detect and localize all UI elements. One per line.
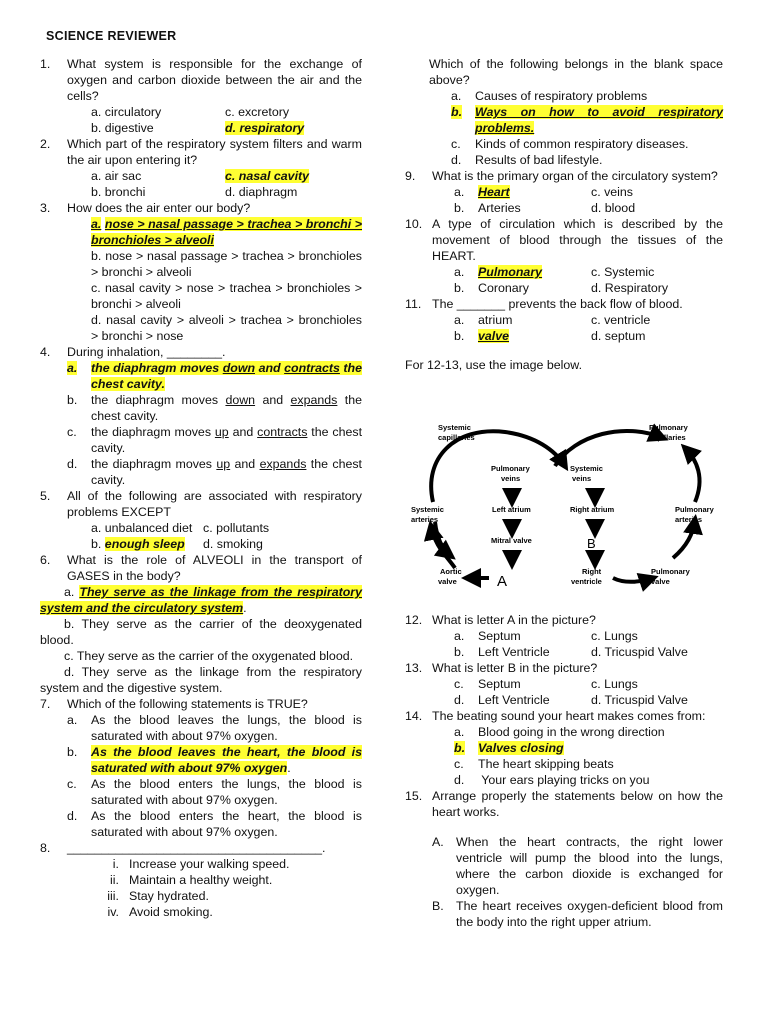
question-text: The beating sound your heart makes comes from: [432,709,706,723]
option-c: c. ventricle [591,313,651,327]
question-number: 5. [40,489,51,503]
label-mitral-valve: Mitral valve [491,536,532,545]
option-label: a. [91,217,102,231]
list-item: ii. Maintain a healthy weight. [110,873,273,887]
option-a: a. circulatory [91,105,162,119]
question-blank: _____________________________________. [67,841,326,855]
option-d-answer: d. respiratory [225,121,305,135]
question-text: What is the role of ALVEOLI in the transport of GASES in the body? [67,553,362,583]
option-label: b. [67,393,78,407]
right-column [405,56,723,373]
question-text: What is letter A in the picture? [432,613,596,627]
question-2 [40,136,362,200]
option-a: Septum [478,677,521,691]
question-text: How does the air enter our body? [67,201,251,215]
question-text: Arrange properly the statements below on how the heart works. [432,789,723,819]
option-d: d. smoking [203,537,263,551]
svg-text:arteries: arteries [411,515,439,524]
question-number: 4. [40,345,51,359]
option-a-answer: nose > nasal passage > trachea > bronchi > bronchioles > alveoli [91,217,362,247]
svg-text:capillaries: capillaries [649,433,686,442]
option-d: d. Tricuspid Valve [591,645,688,659]
option-c: c. veins [591,185,634,199]
label-pulmonary-valve: Pulmonary [651,567,690,576]
question-number: 7. [40,697,51,711]
option-a-answer: Heart [478,185,510,199]
question-text: What is letter B in the picture? [432,661,598,675]
option-d: d. Tricuspid Valve [591,693,688,707]
option-d: d. blood [591,201,636,215]
option-label: a. [454,313,465,327]
option-b-answer: enough sleep [104,537,185,551]
right-column-lower [405,612,723,930]
option-b: Coronary [478,281,529,295]
option-a: Causes of respiratory problems [475,89,648,103]
question-text: A type of circulation which is described by the movement of blood through the tissues of the HEART. [432,217,723,263]
option-d: d. septum [591,329,646,343]
option-label: b. [454,329,465,343]
option-d: As the blood enters the heart, the blood is saturated with about 97% oxygen. [91,809,362,839]
list-item: iii. Stay hydrated. [107,889,209,903]
question-6: 6. What is the role of ALVEOLI in the transport of GASES in the body? a. They serve as the linkage from the respiratory system and the circulatory system. b. They serve as the carrier of the deoxygenated blood. c. They serve as the carrier of the oxygenated blood. d. They serve as the linkage from the respiratory system and the digestive system. [40,553,362,695]
option-b: Arteries [478,201,521,215]
svg-text:Systemic [570,464,603,473]
left-column [40,56,362,920]
svg-text:Right [582,567,602,576]
arc-arrow [673,520,695,558]
arc-arrow [555,431,663,466]
label-pulmonary-arteries: Pulmonary [675,505,714,514]
svg-text:ventricle: ventricle [571,577,602,586]
option-c: Kinds of common respiratory diseases. [475,137,689,151]
question-12: 12. What is letter A in the picture? a. Septum c. Lungs b. Left Ventricle d. Tricuspid Valve [405,612,723,660]
question-text: Which of the following belongs in the blank space above? [429,57,723,87]
svg-text:capillaries: capillaries [438,433,475,442]
option-label: b. [451,105,463,119]
question-15: 15. Arrange properly the statements below on how the heart works. A. When the heart contracts, the right lower ventricle will pump the blood into the lungs, where the carbon dioxide is exchanged for oxygen. B. The heart receives oxygen-deficient blood from the body into the right upper atrium. [405,789,723,929]
option-label: a. [67,361,78,375]
option-d: d. diaphragm [225,185,298,199]
svg-text:veins: veins [572,474,592,483]
svg-text:Systemic [438,423,471,432]
svg-text:Pulmonary [651,567,691,576]
option-label: a. [451,89,462,103]
option-c: c. nasal cavity > nose > trachea > bronchioles > bronchi > alveoli [91,281,362,311]
option-a: Septum [478,629,521,643]
option-label: c. [451,137,461,151]
svg-text:Pulmonary [491,464,531,473]
question-number: 9. [405,169,416,183]
option-label: a. [64,585,75,599]
heart-circulation-diagram [405,398,727,594]
option-label: c. [67,425,77,439]
question-number: 11. [405,297,422,311]
option-label: b. [454,281,465,295]
option-d: Your ears playing tricks on you [478,773,650,787]
option-b: Left Ventricle [478,693,550,707]
option-a: atrium [478,313,513,327]
option-label: a. [454,185,465,199]
question-4 [40,344,362,488]
option-b-answer: valve [478,329,510,343]
statement-a: When the heart contracts, the right lower ventricle will pump the blood into the lungs, where the carbon dioxide is exchanged for oxygen. [456,835,723,897]
question-10 [405,216,723,296]
svg-text:valve: valve [438,577,457,586]
option-label: d. [67,809,78,823]
page-title: SCIENCE REVIEWER [46,29,177,43]
option-label: a. [67,713,78,727]
svg-text:Aortic [440,567,462,576]
option-a: a. unbalanced diet [91,521,193,535]
option-label: b. [454,201,465,215]
question-text: What system is responsible for the exchange of oxygen and carbon dioxide between the air and the cells? [67,57,362,103]
svg-text:arteries: arteries [675,515,703,524]
label-systemic-veins: Systemic [570,464,603,473]
question-5 [40,488,362,552]
question-text: What is the primary organ of the circulatory system? [432,169,718,183]
label-systemic-arteries: Systemic [411,505,444,514]
option-label: b. [67,745,78,759]
option-d: d. They serve as the linkage from the respiratory system and the digestive system. [40,665,362,695]
option-b-answer: Valves closing [478,741,564,755]
question-text: Which of the following statements is TRUE? [67,697,308,711]
option-label: c. [67,777,77,791]
question-number: 15. [405,789,423,803]
question-number: 6. [40,553,51,567]
list-item: iv. Avoid smoking. [107,905,213,919]
option-d: d. Respiratory [591,281,669,295]
label-pulmonary-veins: Pulmonary [491,464,530,473]
question-13: 13. What is letter B in the picture? c. Septum c. Lungs d. Left Ventricle d. Tricuspid Valve [405,660,723,708]
label-pulmonary-capillaries: Pulmonary [649,423,688,432]
option-a-answer: Pulmonary [478,265,543,279]
letter-a: A [497,573,508,590]
svg-text:Pulmonary [675,505,715,514]
option-label: b. [91,249,102,263]
option-c-answer: c. nasal cavity [225,169,310,183]
question-number: 1. [40,57,51,71]
question-number: 2. [40,137,51,151]
question-text: Which part of the respiratory system filters and warm the air upon entering it? [67,137,362,167]
option-a: Blood going in the wrong direction [478,725,665,739]
option-b: b. bronchi [91,185,146,199]
question-number: 8. [40,841,51,855]
option-a: a. air sac [91,169,142,183]
option-b: nose > nasal passage > trachea > bronchioles > bronchi > alveoli [91,249,362,279]
label-left-atrium: Left atrium [492,505,531,514]
option-c: c. pollutants [203,521,270,535]
option-b: Left Ventricle [478,645,550,659]
arc-arrow [685,448,700,502]
option-c: c. Lungs [591,629,638,643]
question-7: 7. Which of the following statements is TRUE? a. As the blood leaves the lungs, the blood is saturated with about 97% oxygen. b. As the blood leaves the heart, the blood is saturated with about 97% oxygen. c. As the blood enters the lungs, the blood is saturated with about 97% oxygen. d. As the blood enters the heart, the blood is saturated with about 97% oxygen. [40,697,362,839]
question-text: During inhalation, ________. [67,345,226,359]
option-b-answer: Ways on how to avoid respiratory problems. [475,105,723,135]
right-arrow [613,578,653,582]
option-label: a. [454,265,465,279]
question-text: The _______ prevents the back flow of blood. [432,297,683,311]
question-11 [405,296,723,344]
option-c: c. excretory [225,105,290,119]
option-c: the diaphragm moves up and contracts the chest cavity. [91,425,363,455]
option-b: b. digestive [91,121,154,135]
option-b-answer: As the blood leaves the heart, the blood is saturated with about 97% oxygen [91,745,362,775]
label-systemic-capillaries: Systemic [438,423,471,432]
option-c: c. Lungs [591,677,638,691]
option-label: d. [67,457,78,471]
svg-text:Systemic [411,505,444,514]
svg-text:veins: veins [501,474,521,483]
diagram-intro: For 12-13, use the image below. [405,358,583,372]
letter-b: B [587,536,596,551]
list-item: i. Increase your walking speed. [112,857,290,871]
option-a: As the blood leaves the lungs, the blood is saturated with about 97% oxygen. [91,713,362,743]
question-number: 10. [405,217,423,231]
option-b: the diaphragm moves down and expands the chest cavity. [91,393,363,423]
question-number: 14. [405,709,423,723]
question-number: 12. [405,613,423,627]
option-c: c. Systemic [591,265,655,279]
option-b: b. They serve as the carrier of the deoxygenated blood. [40,617,362,647]
label-right-ventricle: Right [582,567,602,576]
option-label: d. [451,153,462,167]
question-9 [405,168,723,216]
question-3 [40,200,362,344]
option-c: c. They serve as the carrier of the oxygenated blood. [64,649,354,663]
question-14: 14. The beating sound your heart makes comes from: a. Blood going in the wrong direction b. Valves closing c. The heart skipping beats d. Your ears playing tricks on you [405,708,723,788]
question-number: 13. [405,661,423,675]
option-label: b. [91,537,102,551]
option-a-answer: They serve as the linkage from the respiratory system and the circulatory system [40,585,362,615]
option-d: d. nasal cavity > alveoli > trachea > bronchioles > bronchi > nose [91,313,362,343]
svg-text:Pulmonary [649,423,689,432]
option-c: As the blood enters the lungs, the blood is saturated with about 97% oxygen. [91,777,362,807]
question-text: All of the following are associated with respiratory problems EXCEPT [67,489,362,519]
question-8 [40,840,362,920]
statement-b: The heart receives oxygen-deficient blood from the body into the right upper atrium. [456,899,723,929]
question-number: 3. [40,201,51,215]
option-a-answer: the diaphragm moves down and contracts the chest cavity. [91,361,362,391]
question-1 [40,56,362,136]
option-c: The heart skipping beats [478,757,614,771]
label-right-atrium: Right atrium [570,505,615,514]
option-d: the diaphragm moves up and expands the chest cavity. [91,457,362,487]
option-d: Results of bad lifestyle. [475,153,603,167]
label-aortic-valve: Aortic [440,567,462,576]
svg-text:valve: valve [651,577,670,586]
